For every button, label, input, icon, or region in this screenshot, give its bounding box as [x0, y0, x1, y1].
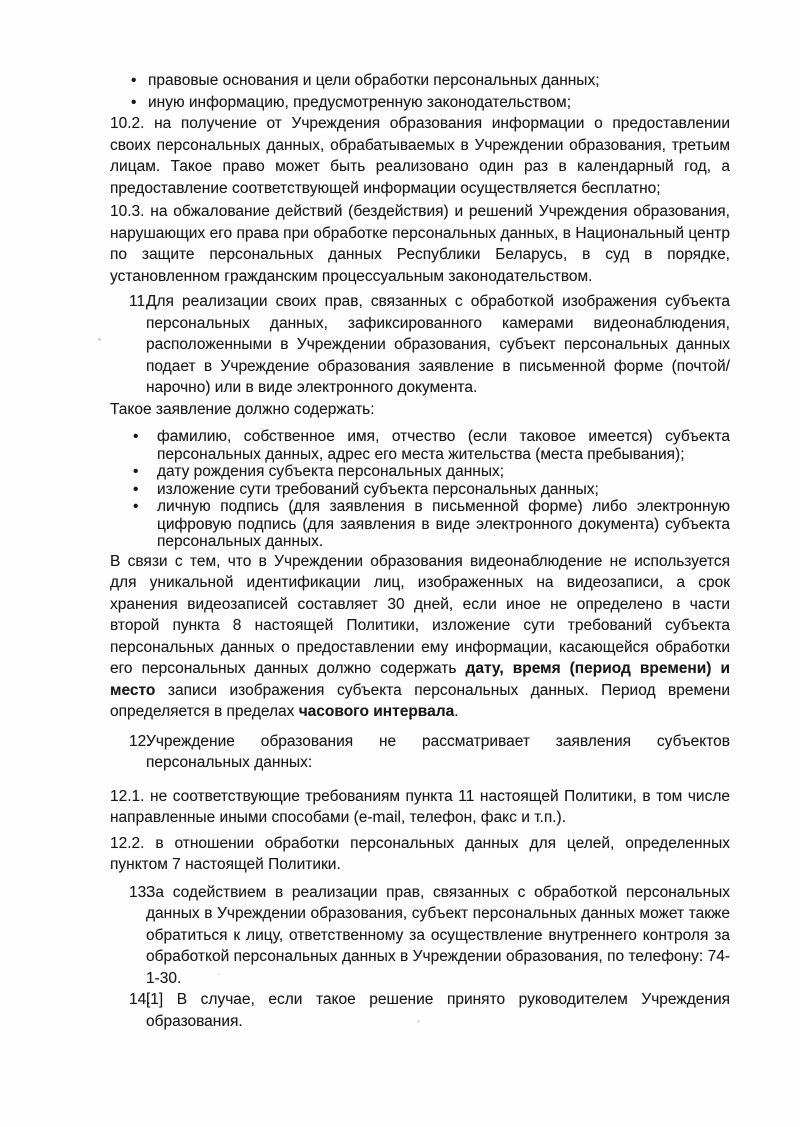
paragraph-text-run: В связи с тем, что в Учреждении образования видеонаблюдение не используется для уникальной идентификации лиц, изображенных на видеозаписи, а срок хранения видеозаписей составляет 30 дней, если иное не определено в части второй пункта 8 настоящей Политики, изложение сути требований субъекта персональных данных о предоставлении ему информации, касающейся обработки его персональных данных должно содержать [110, 552, 730, 677]
scan-speck [98, 338, 101, 341]
bold-text-run: дату, время (период времени) и место [110, 660, 731, 699]
numbered-item-12 [110, 731, 730, 774]
bullet-item: • иную информацию, предусмотренную законодательством; [110, 92, 730, 114]
bullet-item: • изложение сути требований субъекта персональных данных; [110, 481, 730, 499]
paragraph-12-1: 12.1. не соответствующие требованиям пункта 11 настоящей Политики, в том числе направленные иными способами (e-mail, телефон, факс и т.п.). [110, 787, 730, 826]
item-number: 13. [129, 883, 151, 901]
scan-speck [218, 973, 220, 975]
bold-text-run: часового интервала [298, 703, 455, 720]
scan-speck [417, 1020, 420, 1023]
paragraph-statement-intro: Такое заявление должно содержать: [110, 400, 375, 418]
item-number: 14. [129, 991, 151, 1008]
paragraph-10-3: 10.3. на обжалование действий (бездействия) и решений Учреждения образования, нарушающих его права при обработке персональных данных, в Национальный центр по защите персональных данных Республики Беларусь, в суд в порядке, установленном гражданским процессуальным законодательством. [110, 203, 730, 285]
bullet-list-statement-contents [110, 428, 730, 551]
bullet-item: • личную подпись (для заявления в письменной форме) либо электронную цифровую подпись (для заявления в виде электронного документа) субъекта персональных данных. [110, 498, 730, 551]
numbered-item-14 [110, 989, 730, 1032]
item-text: Для реализации своих прав, связанных с обработкой изображения субъекта персональных данных, зафиксированного камерами видеонаблюдения, расположенными в Учреждении образования, субъект персональных данных подает в Учреждение образования заявление в письменной форме (почтой/нарочно) или в виде электронного документа. [146, 293, 730, 396]
item-number: 11. [129, 293, 150, 310]
bullet-item: • дату рождения субъекта персональных данных; [110, 463, 730, 481]
bullet-item: • правовые основания и цели обработки персональных данных; [110, 70, 730, 92]
paragraph-video-surveillance [110, 551, 730, 723]
paragraph-10-2: 10.2. на получение от Учреждения образования информации о предоставлении своих персональных данных, обрабатываемых в Учреждении образования, третьим лицам. Такое право может быть реализовано один раз в календарный год, а предоставление соответствующей информации осуществляется бесплатно; [110, 115, 730, 197]
paragraph-12-2: 12.2. в отношении обработки персональных данных для целей, определенных пунктом 7 настоящей Политики. [110, 834, 730, 873]
paragraph-text-run: . [454, 703, 459, 720]
bullet-list-rights [110, 70, 730, 113]
numbered-item-13 [110, 882, 730, 990]
bullet-item: • фамилию, собственное имя, отчество (если таковое имеется) субъекта персональных данных, адрес его места жительства (места пребывания); [110, 428, 730, 463]
paragraph-text-run: записи изображения субъекта персональных данных. Период времени определяется в пределах [110, 681, 730, 720]
numbered-item-11 [110, 291, 730, 399]
item-text: [1] В случае, если такое решение принято руководителем Учреждения образования. [146, 991, 730, 1030]
item-number: 12. [129, 732, 151, 750]
item-text: Учреждение образования не рассматривает заявления субъектов персональных данных: [146, 732, 730, 771]
item-text: За содействием в реализации прав, связанных с обработкой персональных данных в Учреждении образования, субъект персональных данных может также обратиться к лицу, ответственному за осуществление внутреннего контроля за обработкой персональных данных в Учреждении образования, по телефону: 74-1-30. [146, 883, 730, 987]
